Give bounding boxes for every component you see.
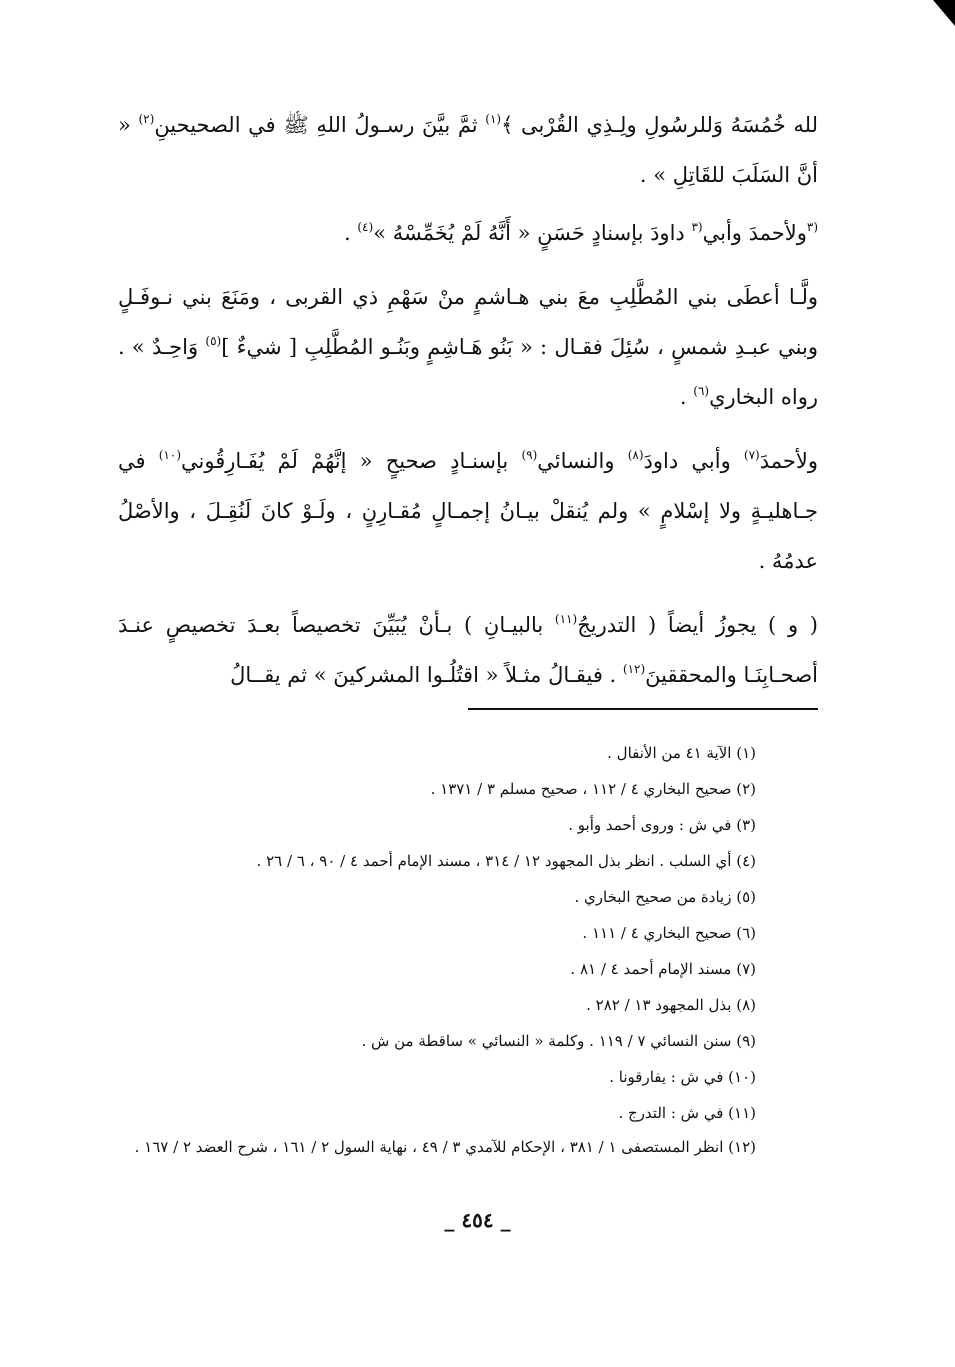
text-segment: داودَ بإسنادٍ حَسَنٍ « أَنَّهُ لَمْ يُخَمِّسْهُ » [373,221,692,245]
footnote-7: (٧) مسند الإمام أحمد ٤ / ٨١ . [570,960,756,978]
footnote-ref-2: (٢) [138,112,155,126]
paragraph-2 [118,208,818,258]
footnote-divider [468,708,818,710]
footnote-6: (٦) صحيح البخاري ٤ / ١١١ . [582,924,756,942]
footnote-ref-11: (١١) [554,612,578,626]
text-segment: لله خُمُسَهُ وَللرسُولِ ولِـذِي القُرْبى ﴾ [501,113,818,137]
footnote-10: (١٠) في ش : يفارقونا . [609,1068,756,1086]
text-segment: في جـاهليـةٍ ولا إسْلامٍ » ولم يُنقلْ بيـانُ إجمـالٍ مُقـارِنٍ ، ولَـوْ كانَ لَنُقِـلَ ، والأصْلُ عدمُهُ . [118,449,818,573]
paragraph-3 [118,272,818,422]
footnote-1: (١) الآية ٤١ من الأنفال . [607,744,756,762]
paragraph-4 [118,436,818,586]
text-segment: ولأحمدَ [759,449,818,473]
footnote-ref-9: (٩) [521,448,538,462]
footnote-ref-8: (٨) [627,448,644,462]
page-number: _ ٤٥٤ _ [444,1208,511,1232]
text-segment: بإسنـادٍ صحيحٍ « إنَّهُمْ لَمْ يُفَـارِقُوني [181,449,522,473]
text-segment: . [344,221,358,245]
text-segment: . [679,385,694,409]
text-segment: ( و ) يجوزُ أيضاً ( التدريجُ [577,613,818,637]
text-segment: . فيقـالُ مثـلاً « اقتُلُـوا المشركينَ » ثم يقــالُ [230,663,623,687]
footnote-2: (٢) صحيح البخاري ٤ / ١١٢ ، صحيح مسلم ٣ / ١٣٧١ . [430,780,756,798]
footnote-9: (٩) سنن النسائي ٧ / ١١٩ . وكلمة « النسائي » ساقطة من ش . [361,1032,756,1050]
footnote-5: (٥) زيادة من صحيح البخاري . [574,888,756,906]
text-segment: والنسائي [537,449,628,473]
footnote-11: (١١) في ش : التدرج . [618,1104,756,1122]
text-segment: ولَّـا أعطَى بني المُطَّلِبِ معَ بني هـاشمٍ منْ سَهْمِ ذي القربى ، ومَنَعَ بني نـوفَـلٍ وبني عبـدِ شمسٍ ، سُئِلَ فقـال : « بَنُو هَـاشِمٍ وبَنُـو المُطَّلِبِ [ شيءٌ ] [118,285,818,359]
text-segment: بالبيـانِ ) بـأنْ يُبَيِّنَ تخصيصاً بعـدَ تخصيصٍ عنـدَ أصحـابِنَـا والمحققينَ [118,613,818,687]
paragraph-5 [118,600,818,700]
footnote-ref-12: (١٢) [622,662,646,676]
footnote-3: (٣) في ش : وروى أحمد وأبو . [568,816,756,834]
text-segment: وأبي داودَ [643,449,744,473]
footnote-ref-3-close: (٣ [691,220,703,234]
footnote-8: (٨) بذل المجهود ١٣ / ٢٨٢ . [586,996,756,1014]
footnote-12: (١٢) انظر المستصفى ١ / ٣٨١ ، الإحكام للآمدي ٣ / ٤٩ ، نهاية السول ٢ / ١٦١ ، شرح العضد ٢ / ١٦٧ . [134,1138,756,1156]
main-text [118,100,818,714]
paragraph-1 [118,100,818,200]
footnote-ref-5: (٥) [205,334,222,348]
footnote-ref-10: (١٠) [158,448,181,462]
footnote-ref-1: (١) [485,112,502,126]
text-segment: وَاحِـدٌ » . رواه البخاري [118,335,818,409]
footnote-4: (٤) أي السلب . انظر بذل المجهود ١٢ / ٣١٤ ، مسند الإمام أحمد ٤ / ٩٠ ، ٦ / ٢٦ . [256,852,756,870]
footnote-ref-7: (٧) [743,448,760,462]
corner-mark [933,0,955,26]
text-segment: ولأحمدَ وأبي [702,221,807,245]
footnote-ref-4: (٤) [357,220,374,234]
text-segment: « أنَّ السَلَبَ للقَاتِلِ » . [118,113,818,187]
footnote-ref-3-open: (٣ [806,220,818,234]
footnote-ref-6: (٦) [693,384,710,398]
footnotes [118,735,818,1163]
text-segment: ثمَّ بيَّنَ رسـولُ اللهِ ﷺ في الصحيحينِ [154,113,486,137]
